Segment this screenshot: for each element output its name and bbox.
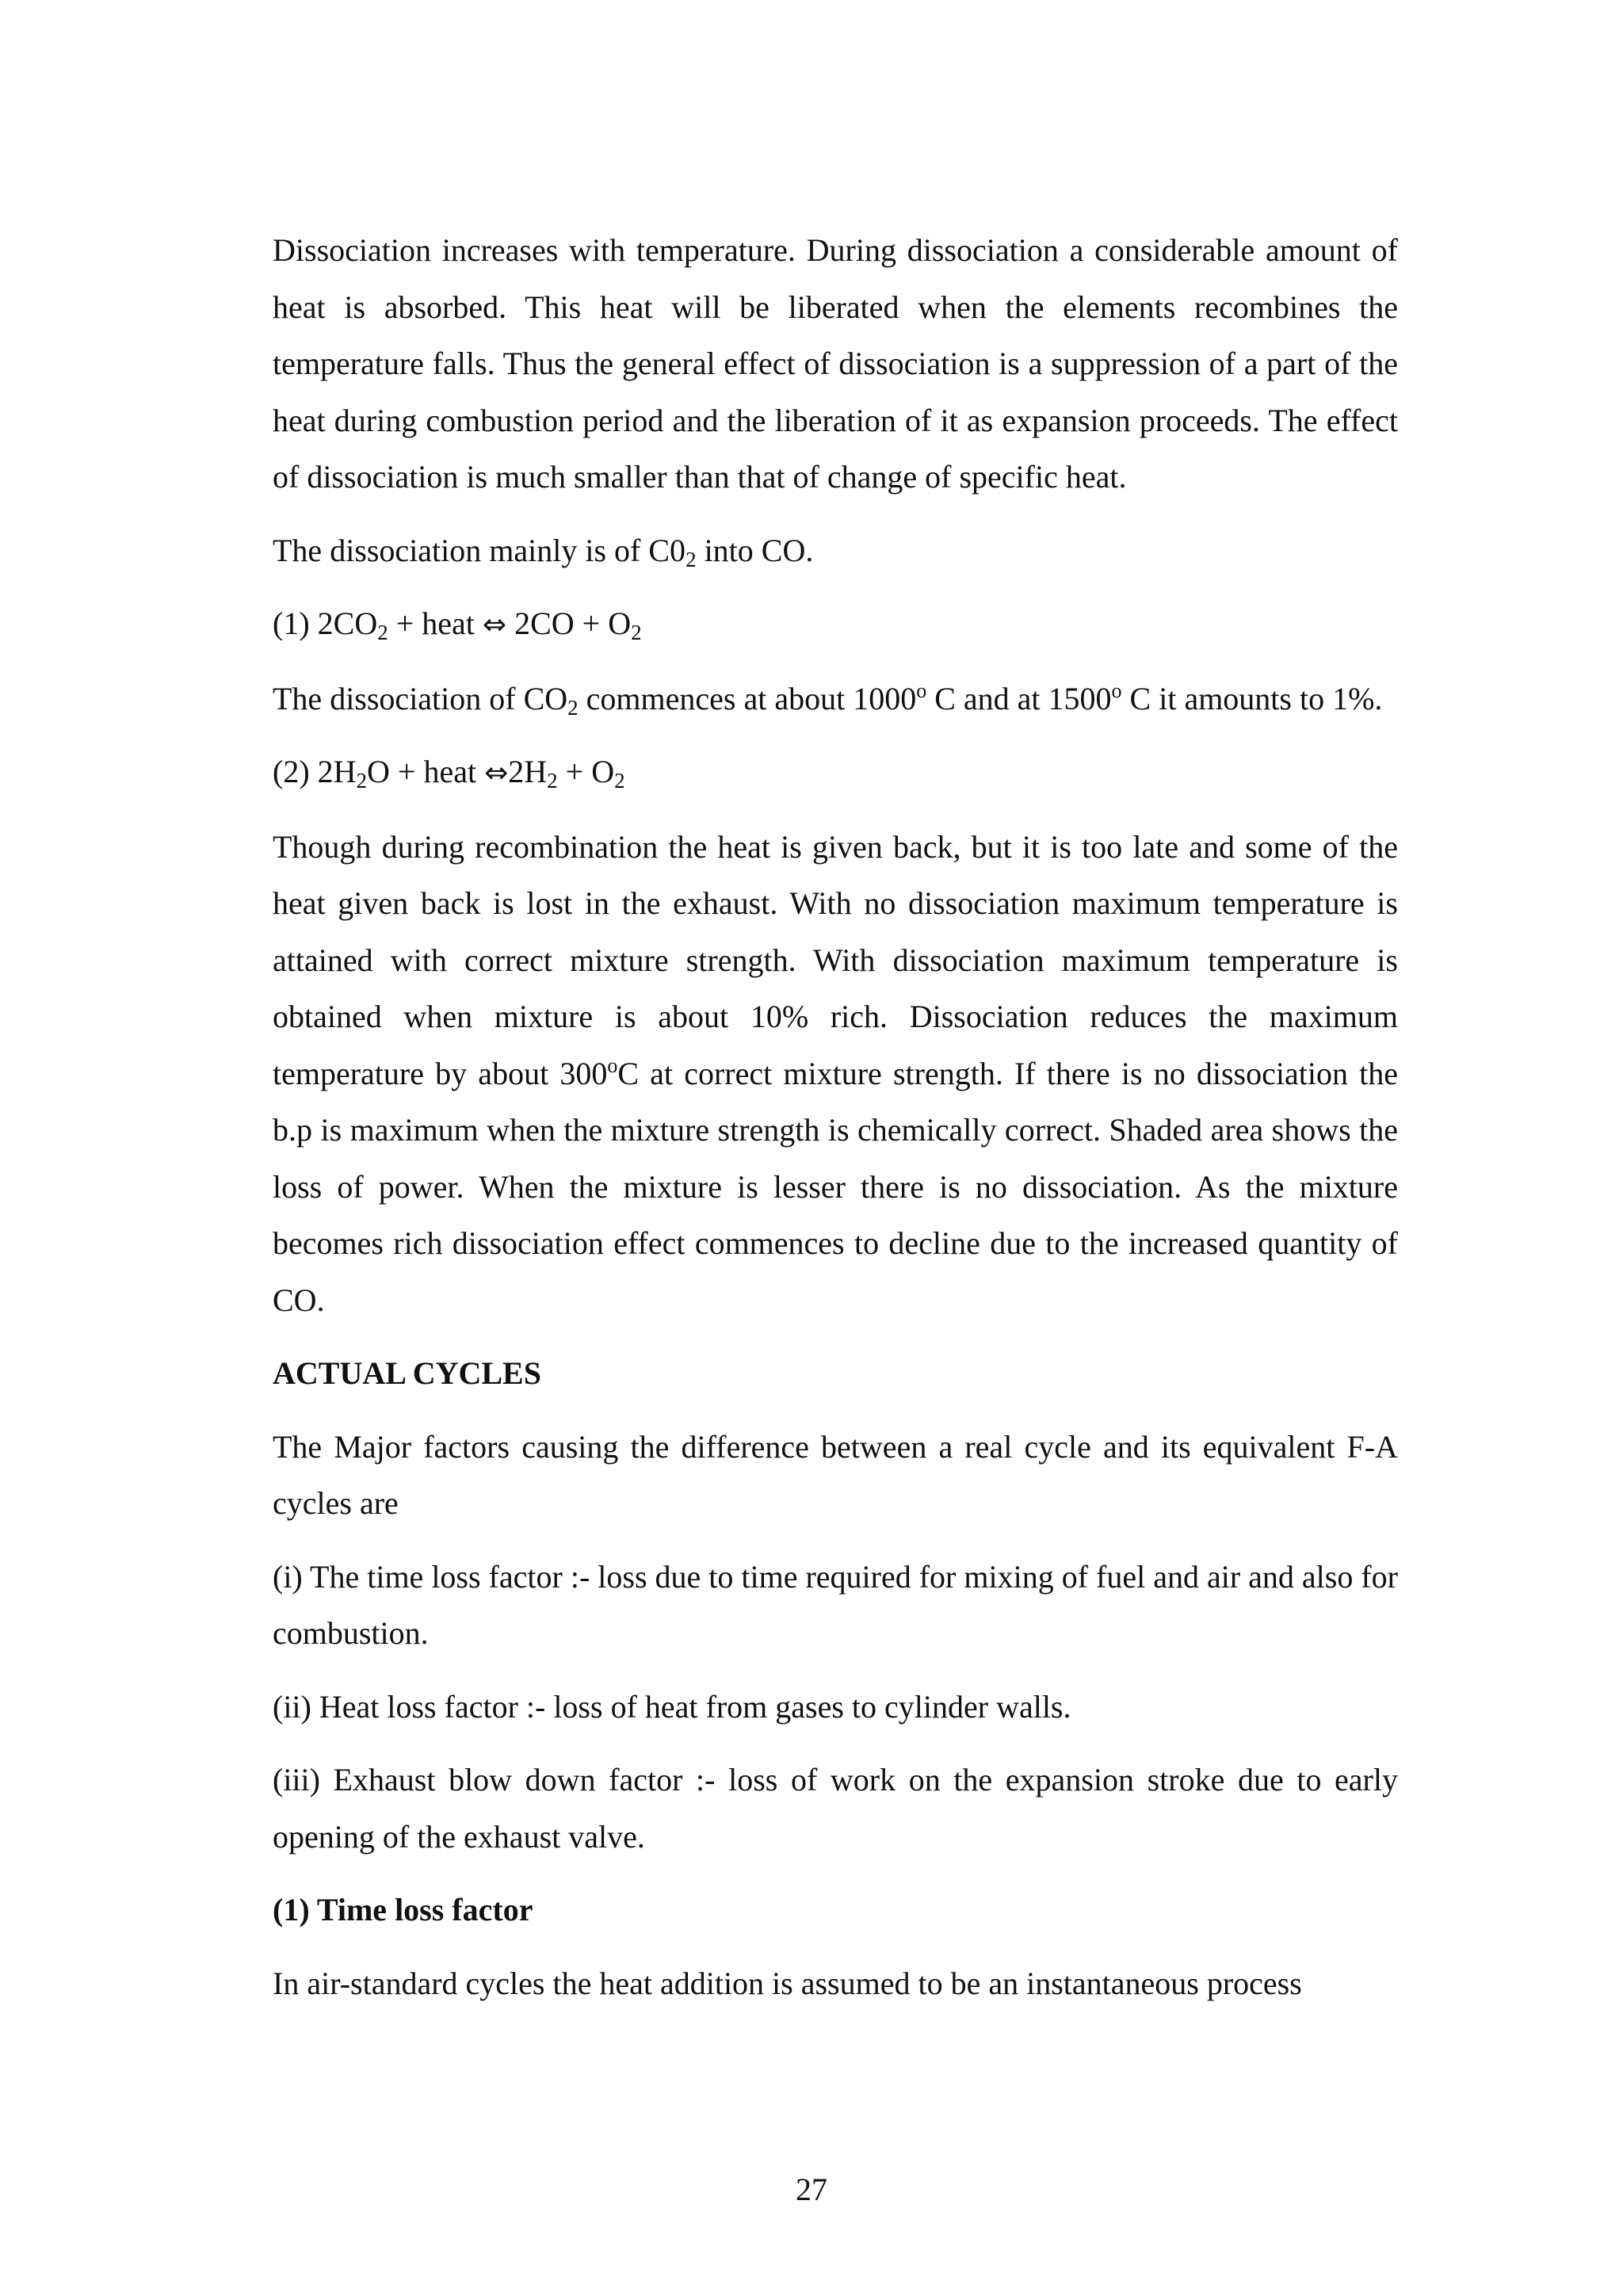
subscript: 2	[685, 547, 697, 571]
paragraph-dissociation-co2	[273, 522, 1398, 579]
subscript: 2	[547, 769, 558, 793]
heading-actual-cycles: ACTUAL CYCLES	[273, 1355, 541, 1391]
text: into CO.	[696, 532, 814, 568]
heading-time-loss-factor: (1) Time loss factor	[273, 1892, 533, 1927]
text: The dissociation of CO	[273, 680, 568, 716]
text: C at correct mixture strength. If there is no dissociation the b.p is maximum when the mixture strength is chemically correct. Shaded area shows the loss of power. When the mixture is lesser there is no dissociation. As the mixture becomes rich dissociation effect commences to decline due to the increased quantity of CO.	[273, 1055, 1398, 1318]
text: 2H	[508, 754, 548, 789]
text: (1) 2CO	[273, 606, 378, 641]
text: + heat	[388, 606, 483, 641]
paragraph-major-factors: The Major factors causing the difference between a real cycle and its equivalent F-A cycles are	[273, 1428, 1398, 1521]
page-number: 27	[796, 2172, 827, 2207]
subscript: 2	[567, 695, 579, 720]
subscript: 2	[356, 769, 368, 793]
text: 2CO + O	[506, 606, 632, 641]
paragraph-dissociation-intro: Dissociation increases with temperature. During dissociation a considerable amount of heat is absorbed. This heat will be liberated when the elements recombines the temperature falls. Thus the general effect of dissociation is a suppression of a part of the heat during combustion period and the liberation of it as expansion proceeds. The effect of dissociation is much smaller than that of change of specific heat.	[273, 232, 1398, 495]
superscript: o	[916, 678, 927, 702]
list-item-heat-loss: (ii) Heat loss factor :- loss of heat from gases to cylinder walls.	[273, 1688, 1071, 1725]
superscript: o	[607, 1053, 618, 1077]
text: commences at about 1000	[578, 680, 917, 716]
paragraph-recombination	[273, 819, 1398, 1329]
text: + O	[557, 754, 615, 789]
text: The dissociation mainly is of C0	[273, 532, 686, 568]
equation-co2-dissociation	[273, 595, 1398, 654]
text: Though during recombination the heat is given back, but it is too late and some of the heat given back is lost in the exhaust. With no dissociation maximum temperature is attained with correct mixture strength. With dissociation maximum temperature is obtained when mixture is about 10% rich. Dissociation reduces the maximum temperature by about 300	[273, 828, 1398, 1091]
list-item-time-loss: (i) The time loss factor :- loss due to time required for mixing of fuel and air and also for combustion.	[273, 1558, 1398, 1651]
double-arrow-icon: ⇔	[484, 757, 509, 789]
equation-h2o-dissociation	[273, 743, 1398, 802]
list-item-exhaust-blow-down: (iii) Exhaust blow down factor :- loss of work on the expansion stroke due to early opening of the exhaust valve.	[273, 1762, 1398, 1855]
document-body	[273, 222, 1398, 2028]
paragraph-air-standard: In air-standard cycles the heat addition is assumed to be an instantaneous process	[273, 1965, 1302, 2001]
text: (2) 2H	[273, 754, 357, 789]
double-arrow-icon: ⇔	[482, 609, 507, 641]
subscript: 2	[631, 621, 642, 644]
text: C and at 1500	[926, 680, 1112, 716]
paragraph-co2-temperature	[273, 670, 1398, 728]
text: O + heat	[367, 754, 485, 789]
subscript: 2	[377, 621, 388, 644]
text: C it amounts to 1%.	[1121, 680, 1383, 716]
subscript: 2	[614, 769, 625, 793]
superscript: o	[1111, 678, 1122, 702]
